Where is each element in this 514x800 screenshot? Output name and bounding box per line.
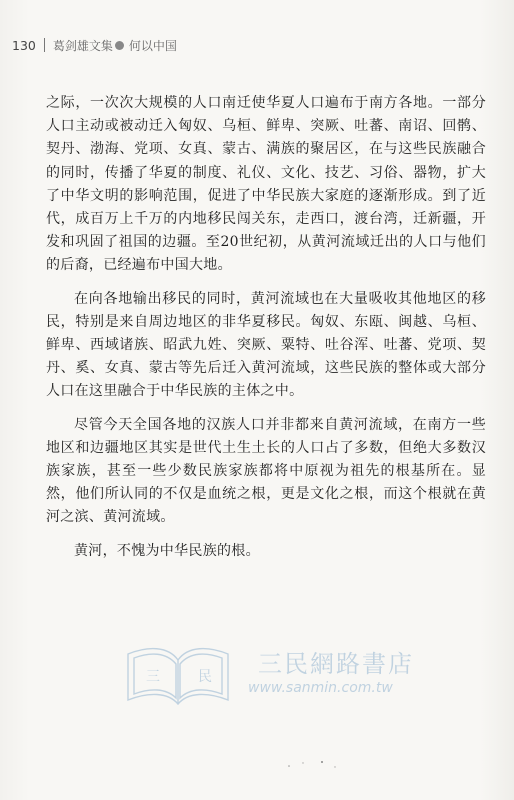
header-separator: [44, 38, 45, 52]
chapter-title: 何以中国: [128, 38, 177, 53]
paragraph-3: 尽管今天全国各地的汉族人口并非都来自黄河流域，在南方一些地区和边疆地区其实是世代土生土长的人口占了多数，但绝大多数汉族家族，甚至一些少数民族家族都将中原视为祖先的根基所在。显然，他们所认同的不仅是血统之根，更是文化之根，而这个根就在黄河之滨、黄河流域。: [46, 416, 486, 526]
running-header: [12, 36, 177, 54]
bullet-dot-icon: [115, 41, 124, 50]
logo-char-right: 民: [198, 669, 212, 685]
paper-specks: [285, 760, 345, 770]
watermark-url: www.sanmin.com.tw: [248, 680, 393, 696]
watermark-store-name: 三民網路書店: [258, 650, 414, 678]
sanmin-watermark: [118, 644, 448, 714]
paragraph-2: 在向各地输出移民的同时，黄河流域也在大量吸收其他地区的移民，特别是来自周边地区的非华夏移民。匈奴、东瓯、闽越、乌桓、鲜卑、西域诸族、昭武九姓、突厥、粟特、吐谷浑、吐蕃、党项、契丹、奚、女真、蒙古等先后迁入黄河流域，这些民族的整体或大部分人口在这里融合于中华民族的主体之中。: [46, 290, 486, 400]
book-title: 葛剑雄文集: [52, 38, 113, 53]
logo-char-left: 三: [146, 669, 160, 685]
body-text: [46, 92, 486, 573]
paragraph-1: 之际，一次次大规模的人口南迁使华夏人口遍布于南方各地。一部分人口主动或被动迁入匈奴、乌桓、鲜卑、突厥、吐蕃、南诏、回鹘、契丹、渤海、党项、女真、蒙古、满族的聚居区，在与这些民族融合的同时，传播了华夏的制度、礼仪、文化、技艺、习俗、器物，扩大了中华文明的影响范围，促进了中华民族大家庭的逐渐形成。到了近代，成百万上千万的内地移民闯关东，走西口，渡台湾，迁新疆，开发和巩固了祖国的边疆。至20世纪初，从黄河流域迁出的人口与他们的后裔，已经遍布中国大地。: [46, 95, 486, 274]
paragraph-4: 黄河，不愧为中华民族的根。: [74, 542, 260, 559]
page-number: 130: [12, 37, 36, 53]
sanmin-logo-icon: [118, 646, 238, 708]
